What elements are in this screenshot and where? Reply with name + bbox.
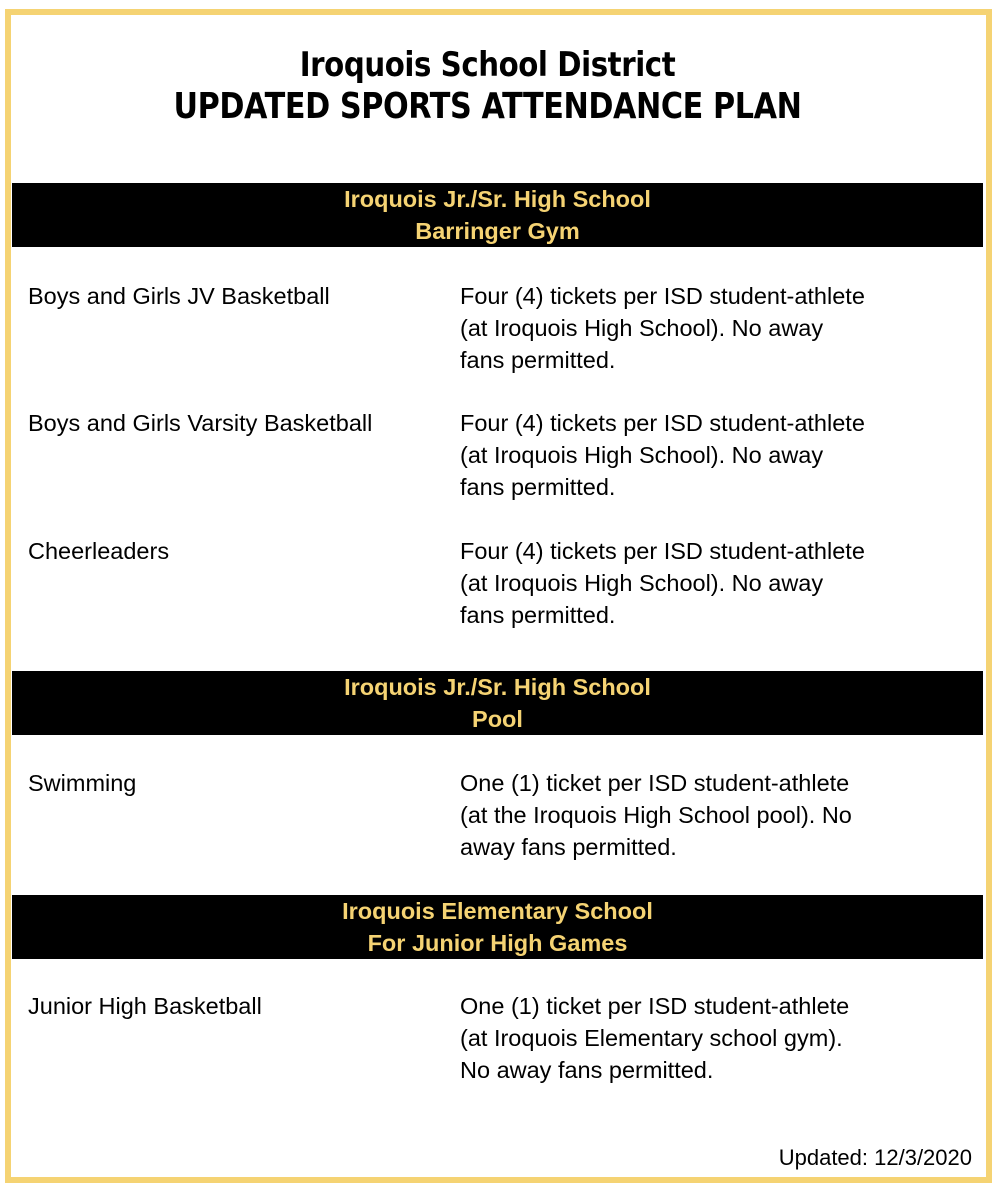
rule-line: fans permitted. (460, 347, 616, 373)
rule-line: (at Iroquois High School). No away (460, 570, 824, 596)
ticket-rule (460, 990, 960, 1086)
updated-date: Updated: 12/3/2020 (778, 1145, 972, 1170)
sport-name: Cheerleaders (28, 538, 170, 564)
rule-line: fans permitted. (460, 602, 616, 628)
section-school-name: Iroquois Jr./Sr. High School (344, 186, 651, 212)
rule-line: Four (4) tickets per ISD student-athlete (460, 538, 865, 564)
rule-line: (at Iroquois Elementary school gym). (460, 1025, 843, 1051)
section-header-elementary (12, 895, 983, 959)
rule-line: One (1) ticket per ISD student-athlete (460, 770, 850, 796)
rule-line: (at the Iroquois High School pool). No (460, 802, 852, 828)
rule-line: No away fans permitted. (460, 1057, 714, 1083)
rule-line: (at Iroquois High School). No away (460, 442, 824, 468)
sport-name: Swimming (28, 770, 137, 796)
section-venue-name: Pool (472, 706, 523, 732)
section-venue-name: Barringer Gym (415, 218, 580, 244)
rule-line: (at Iroquois High School). No away (460, 315, 824, 341)
ticket-rule (460, 407, 960, 503)
rule-line: away fans permitted. (460, 834, 677, 860)
sport-name: Junior High Basketball (28, 993, 262, 1019)
plan-title: UPDATED SPORTS ATTENDANCE PLAN (173, 86, 802, 127)
ticket-rule (460, 767, 960, 863)
section-school-name: Iroquois Jr./Sr. High School (344, 674, 651, 700)
sport-name: Boys and Girls Varsity Basketball (28, 410, 373, 436)
section-venue-name: For Junior High Games (367, 930, 628, 956)
rule-line: fans permitted. (460, 474, 616, 500)
ticket-rule (460, 280, 960, 376)
sport-name: Boys and Girls JV Basketball (28, 283, 330, 309)
district-title: Iroquois School District (299, 45, 676, 85)
section-school-name: Iroquois Elementary School (342, 898, 653, 924)
rule-line: Four (4) tickets per ISD student-athlete (460, 410, 865, 436)
ticket-rule (460, 535, 960, 631)
rule-line: Four (4) tickets per ISD student-athlete (460, 283, 865, 309)
section-header-pool (12, 671, 983, 735)
document-title (0, 44, 975, 128)
rule-line: One (1) ticket per ISD student-athlete (460, 993, 850, 1019)
section-header-barringer-gym (12, 183, 983, 247)
